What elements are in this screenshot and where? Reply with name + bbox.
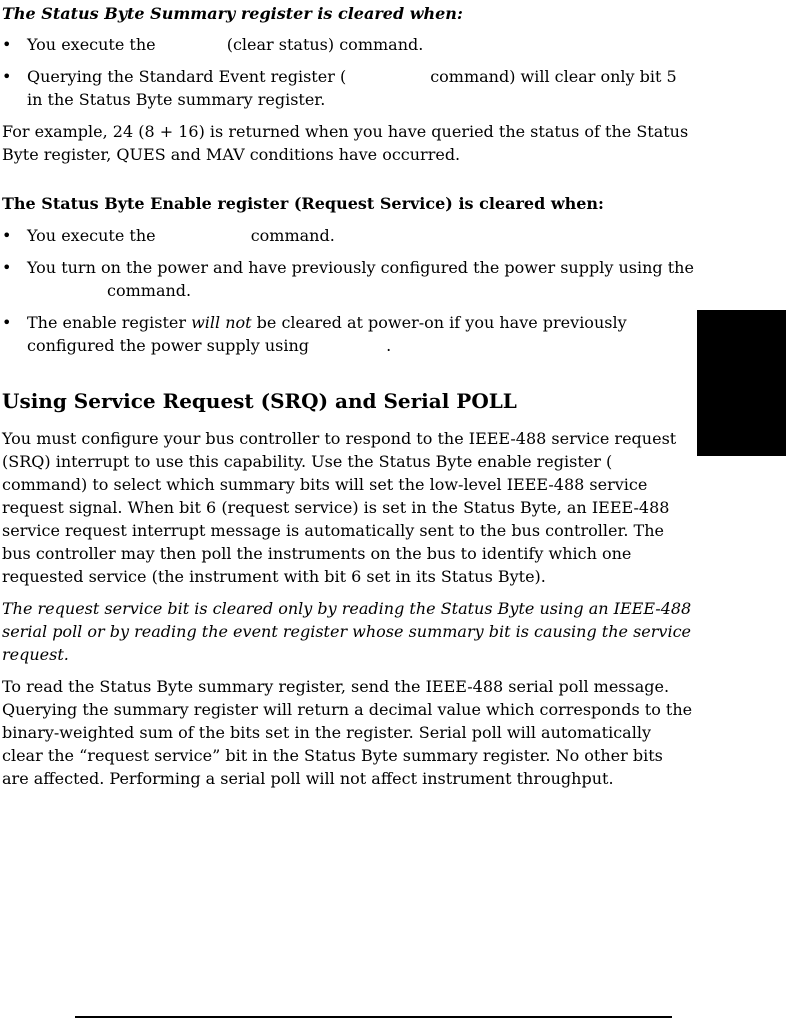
text-segment: command) to select which summary bits will set the low-level IEEE-488 service request signal. When bit 6 (request service) is set in the Status Byte, an IEEE-488 service request interrupt message is automatically sent to the bus controller. The bus controller may then poll the instruments on the bus to identify which one requested service (the instrument with bit 6 set in its Status Byte).	[2, 475, 670, 586]
srq-serial-poll-title	[2, 388, 694, 414]
bullet-icon: •	[2, 67, 12, 86]
text-segment: The request service bit is cleared only by reading the Status Byte using an IEEE-488 serial poll or by reading the event register whose summary bit is causing the service request.	[2, 599, 692, 664]
bullet-text	[27, 33, 694, 56]
text-segment: be cleared at power-on if you have previously configured the power supply using	[27, 313, 627, 355]
text-segment: .	[386, 336, 392, 355]
text-segment: You execute the	[27, 226, 161, 245]
text-segment: The Status Byte Summary register is cleared when:	[2, 4, 463, 23]
text-segment: (clear status) command.	[226, 35, 424, 54]
status-byte-enable-heading	[2, 192, 694, 215]
bullet-icon: •	[2, 226, 12, 245]
text-segment: For example, 24 (8 + 16) is returned when you have queried the status of the Status Byte register, QUES and MAV conditions have occurred.	[2, 122, 689, 164]
bullet-execute-command	[2, 224, 694, 247]
text-segment: You execute the	[27, 35, 161, 54]
text-segment: will not	[191, 313, 252, 332]
text-segment: You turn on the power and have previously configured the power supply using the	[27, 258, 694, 277]
serial-poll-paragraph	[2, 675, 694, 790]
footer-rule	[75, 1016, 672, 1018]
text-segment: To read the Status Byte summary register, send the IEEE-488 serial poll message. Querying the summary register will return a decimal value which corresponds to the binary-weighted sum of the bits set in the register. Serial poll will automatically clear the “request service” bit in the Status Byte summary register. No other bits are affected. Performing a serial poll will not affect instrument throughput.	[2, 677, 693, 788]
text-segment: command) will clear only bit 5 in the Status Byte summary register.	[27, 67, 677, 109]
text-segment: The Status Byte Enable register (Request Service) is cleared when:	[2, 194, 604, 213]
text-segment: command.	[107, 281, 192, 300]
status-byte-summary-heading	[2, 2, 694, 25]
page-content	[2, 2, 694, 799]
request-service-note-paragraph	[2, 597, 694, 666]
bullet-icon: •	[2, 35, 12, 54]
bullet-text	[27, 224, 694, 247]
bullet-execute-clear-status	[2, 33, 694, 56]
bullet-enable-register-will-not	[2, 311, 694, 357]
bullet-text	[27, 256, 694, 302]
for-example-paragraph	[2, 120, 694, 166]
text-segment: command.	[250, 226, 335, 245]
command-placeholder-gap	[314, 350, 386, 351]
srq-intro-paragraph	[2, 427, 694, 588]
text-segment: Querying the Standard Event register (	[27, 67, 347, 86]
command-placeholder-gap	[346, 81, 430, 82]
text-segment: The enable register	[27, 313, 192, 332]
command-placeholder-gap	[161, 49, 227, 50]
page-edge-tab	[697, 310, 786, 456]
bullet-query-standard-event	[2, 65, 694, 111]
bullet-text	[27, 311, 694, 357]
bullet-icon: •	[2, 258, 12, 277]
command-placeholder-gap	[612, 466, 670, 467]
text-segment: Using Service Request (SRQ) and Serial POLL	[2, 389, 517, 413]
bullet-power-on-configured	[2, 256, 694, 302]
text-segment: You must configure your bus controller to respond to the IEEE-488 service request (SRQ) interrupt to use this capability. Use the Status Byte enable register (	[2, 429, 677, 471]
command-placeholder-gap	[27, 295, 107, 296]
command-placeholder-gap	[161, 240, 251, 241]
bullet-icon: •	[2, 313, 12, 332]
bullet-text	[27, 65, 694, 111]
